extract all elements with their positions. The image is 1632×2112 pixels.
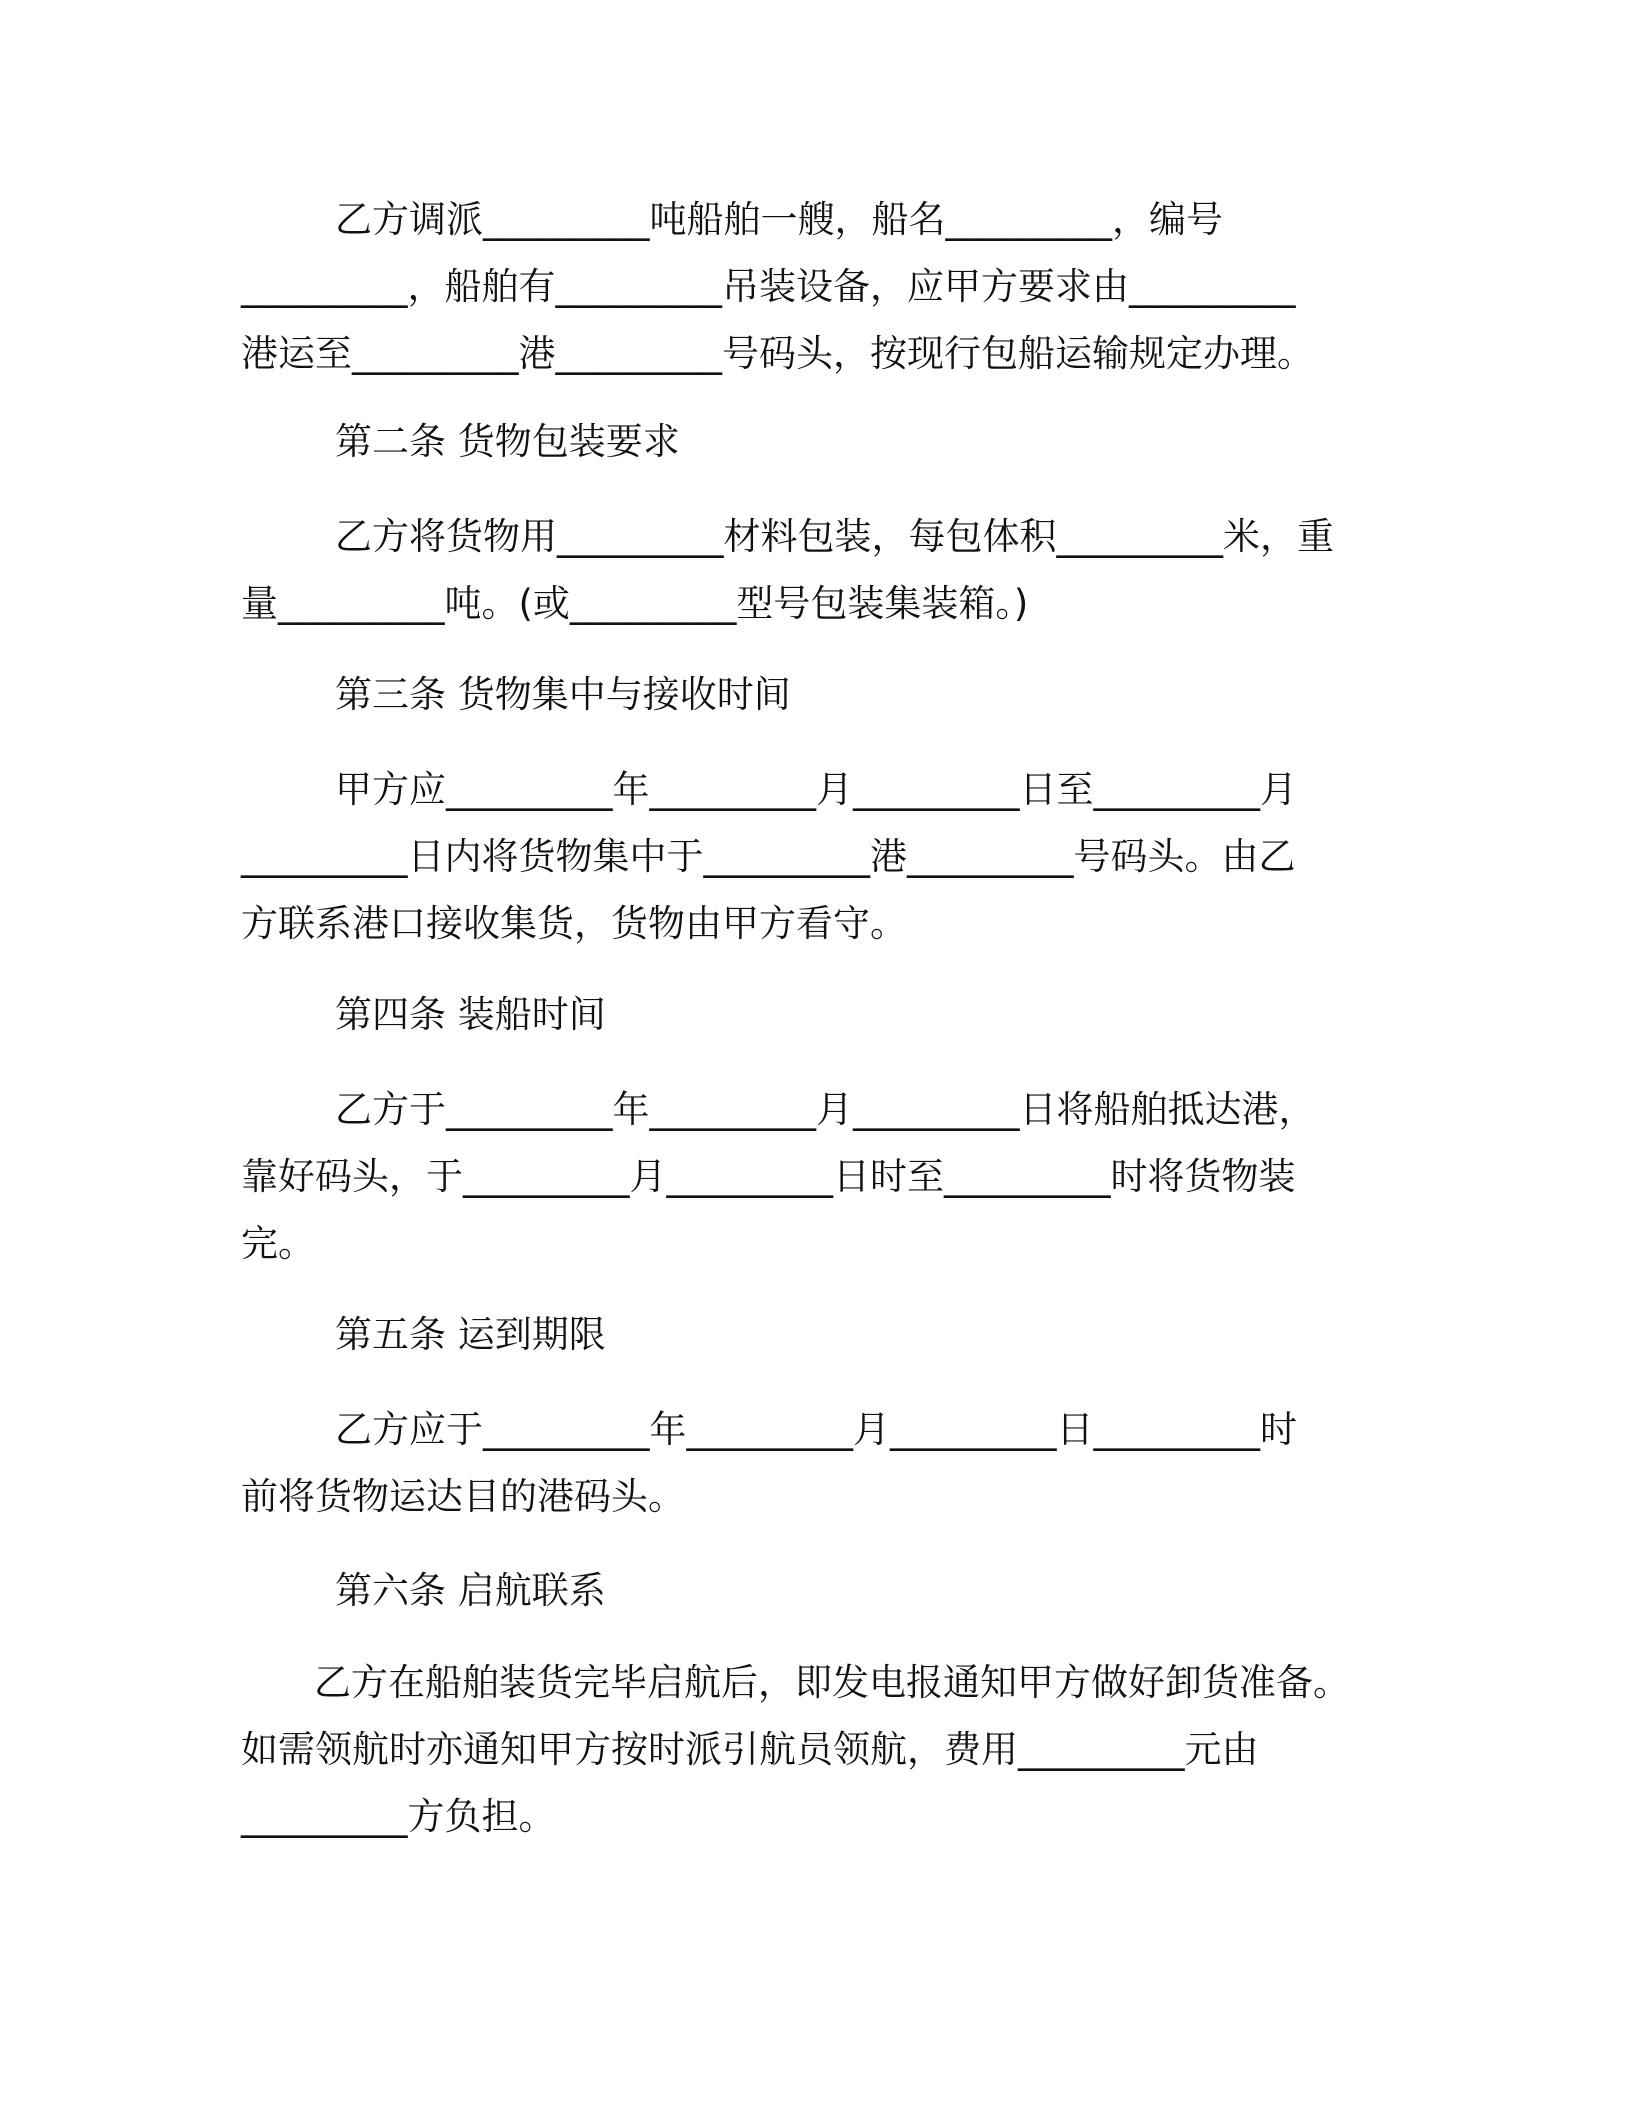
article3-line2: _________日内将货物集中于_________港_________号码头。由乙 [241, 835, 1296, 878]
article2-line2: 量_________吨。(或_________型号包装集装箱。) [241, 582, 1029, 625]
article5-line1: 乙方应于_________年_________月_________日_________时 [335, 1408, 1297, 1451]
article1-line3: 港运至_________港_________号码头，按现行包船运输规定办理。 [241, 332, 1314, 375]
article4-heading: 第四条 装船时间 [335, 993, 606, 1036]
article2-heading: 第二条 货物包装要求 [335, 420, 680, 463]
article6-line3: _________方负担。 [241, 1795, 556, 1838]
article5-line2: 前将货物运达目的港码头。 [241, 1475, 685, 1518]
article3-line1: 甲方应_________年_________月_________日至_________月 [335, 768, 1297, 811]
article6-line2: 如需领航时亦通知甲方按时派引航员领航，费用_________元由 [241, 1728, 1259, 1771]
article4-line2: 靠好码头，于_________月_________日时至_________时将货物装 [241, 1155, 1296, 1198]
article5-heading: 第五条 运到期限 [335, 1313, 606, 1356]
article1-line1: 乙方调派_________吨船舶一艘，船名_________，编号 [335, 198, 1223, 241]
article2-line1: 乙方将货物用_________材料包装，每包体积_________米，重 [335, 515, 1334, 558]
article3-heading: 第三条 货物集中与接收时间 [335, 673, 791, 716]
article4-line1: 乙方于_________年_________月_________日将船舶抵达港， [335, 1088, 1316, 1131]
article6-heading: 第六条 启航联系 [335, 1569, 606, 1612]
article1-line2: _________，船舶有_________吊装设备，应甲方要求由_________ [241, 265, 1296, 308]
article4-line3: 完。 [241, 1222, 315, 1265]
article3-line3: 方联系港口接收集货，货物由甲方看守。 [241, 902, 907, 945]
article6-line1: 乙方在船舶装货完毕启航后，即发电报通知甲方做好卸货准备。 [314, 1661, 1350, 1704]
